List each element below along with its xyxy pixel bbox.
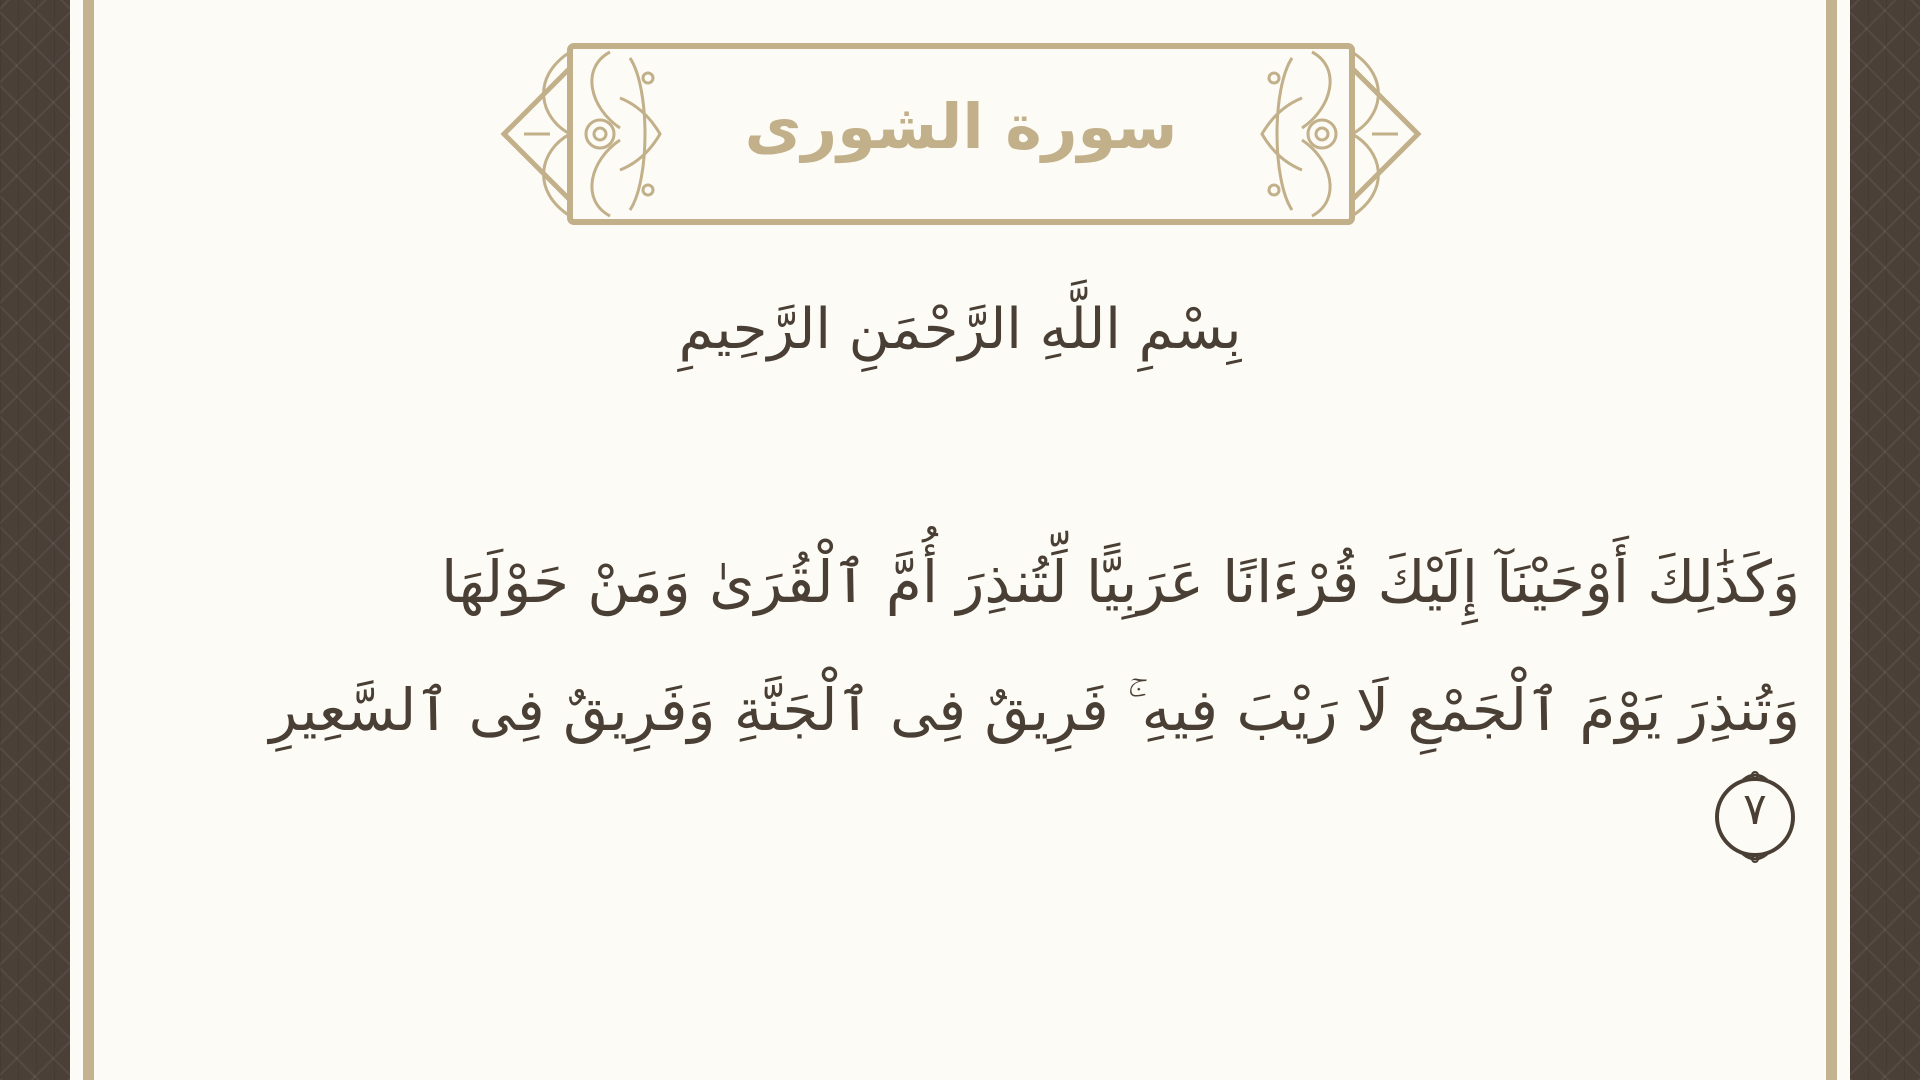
right-ornamental-border <box>1850 0 1920 1080</box>
verse-text <box>190 518 1800 774</box>
verse-line: وَتُنذِرَ يَوْمَ ٱلْجَمْعِ لَا رَيْبَ فِيهِ ۚ فَرِيقٌ فِى ٱلْجَنَّةِ وَفَرِيقٌ فِى ٱلسَّعِيرِ <box>269 676 1800 744</box>
left-gold-rule <box>83 0 94 1080</box>
ayah-number-marker <box>1708 770 1802 864</box>
surah-title: سورة الشورى <box>744 90 1178 163</box>
ayah-number: ٧ <box>1743 784 1767 835</box>
surah-title-cartouche <box>500 38 1422 230</box>
basmala: بِسْمِ اللَّهِ الرَّحْمَنِ الرَّحِيمِ <box>678 297 1242 362</box>
verse-line: وَكَذَٰلِكَ أَوْحَيْنَآ إِلَيْكَ قُرْءَانًا عَرَبِيًّا لِّتُنذِرَ أُمَّ ٱلْقُرَىٰ وَمَنْ حَوْلَهَا <box>441 548 1800 616</box>
right-gold-rule <box>1826 0 1837 1080</box>
left-ornamental-border <box>0 0 70 1080</box>
